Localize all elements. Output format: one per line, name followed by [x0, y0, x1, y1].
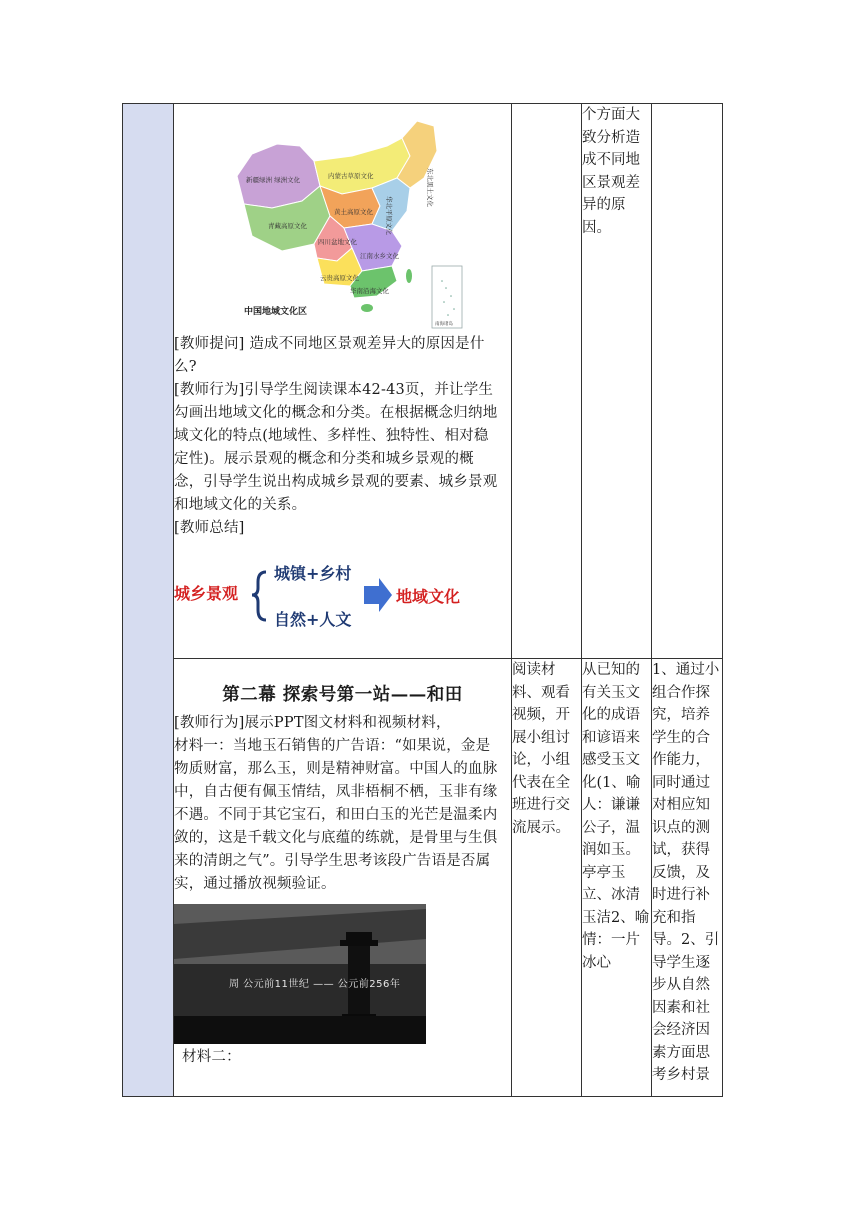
- map-label-qingzang: 青藏高原文化: [268, 222, 307, 230]
- design-intent-cell-1: [652, 104, 723, 659]
- map-svg: [232, 116, 472, 331]
- design-intent-cell-2: [652, 659, 723, 1097]
- map-label-nanhai: 南海诸岛: [435, 322, 453, 327]
- teacher-action-1: [教师行为]引导学生阅读课本42-43页，并让学生勾画出地域文化的概念和分类。在根据概念归纳地域文化的特点(地域性、多样性、独特性、相对稳定性)。展示景观的概念和分类和城乡景观的概念，引导学生说出构成城乡景观的要素、城乡景观和地域文化的关系。: [174, 382, 498, 513]
- map-label-xinjiang: 新疆绿洲 绿洲文化: [246, 176, 301, 184]
- diagram-svg: [174, 552, 504, 638]
- intent-cell-1: [582, 104, 652, 659]
- diagram-bottom-text: 自然+人文: [274, 610, 352, 629]
- col4-bottom-text: 1、通过小组合作探究，培养学生的合作能力，同时通过对相应知识点的测试，获得反馈，及时进行补充和指导。2、引导学生逐步从自然因素和社会经济因素方面思考乡村景: [652, 662, 720, 1083]
- material-one: 材料一：当地玉石销售的广告语：“如果说，金是物质财富，那么玉，则是精神财富。中国人的血脉中，自古便有佩玉情结，凤非梧桐不栖，玉非有缘不遇。不同于其它宝石，和田白玉的光芒是温柔内敛的，这是千载文化与底蕴的练就，是骨里与生俱来的清朗之气”。引导学生思考该段广告语是否属实，通过播放视频验证。: [174, 738, 498, 892]
- teacher-question: [教师提问] 造成不同地区景观差异大的原因是什么?: [174, 336, 485, 375]
- table-row: [123, 104, 723, 659]
- map-label-huabei: 华北平原文化: [385, 196, 393, 235]
- china-cultural-regions-map: [232, 116, 472, 331]
- table-row: [123, 659, 723, 1097]
- video-scene: [174, 904, 426, 1044]
- map-title: 中国地域文化区: [244, 307, 308, 317]
- teaching-process-cell-2: [174, 659, 512, 1097]
- diagram-top-text: 城镇+乡村: [274, 564, 352, 583]
- diagram-left-text: 城乡景观: [174, 584, 239, 603]
- map-label-sichuan: 四川盆地文化: [318, 238, 357, 246]
- side-column: [123, 104, 174, 1097]
- diagram-arrow: [364, 578, 392, 612]
- landscape-diagram: [174, 552, 511, 638]
- diagram-right-text: 地域文化: [396, 587, 461, 606]
- map-label-huangtu: 黄土高原文化: [334, 208, 373, 216]
- video-still[interactable]: [174, 904, 426, 1044]
- map-label-huanan: 华南沿海文化: [350, 287, 389, 295]
- lesson-plan-table: [122, 103, 723, 1097]
- teacher-summary: [教师总结]: [174, 520, 245, 536]
- teaching-process-cell-1: [174, 104, 512, 659]
- col3-bottom-text: 从已知的有关玉文化的成语和谚语来感受玉文化(1、喻人：谦谦公子，温润如玉。亭亭玉立、冰清玉洁2、喻情：一片冰心: [582, 662, 650, 971]
- south-sea-inset: [432, 266, 462, 328]
- section-heading: 第二幕 探索号第一站——和田: [222, 685, 463, 705]
- intent-cell-2: [582, 659, 652, 1097]
- video-caption: 周 公元前11世纪 —— 公元前256年: [229, 979, 401, 990]
- teacher-action-2: [教师行为]展示PPT图文材料和视频材料，: [174, 715, 451, 731]
- map-label-yungui: 云贵高原文化: [320, 274, 359, 282]
- student-activity-cell-1: [512, 104, 582, 659]
- col3-top-text: 个方面大致分析造成不同地区景观差异的原因。: [582, 107, 640, 236]
- material-two: 材料二：: [182, 1049, 241, 1065]
- map-label-jiangnan: 江南水乡文化: [360, 252, 399, 260]
- student-activity-text: 阅读材料、观看视频，开展小组讨论，小组代表在全班进行交流展示。: [512, 662, 570, 836]
- student-activity-cell-2: [512, 659, 582, 1097]
- map-label-neimenggu: 内蒙古草原文化: [328, 172, 374, 180]
- map-label-dongbei: 东北黑土文化: [426, 168, 434, 207]
